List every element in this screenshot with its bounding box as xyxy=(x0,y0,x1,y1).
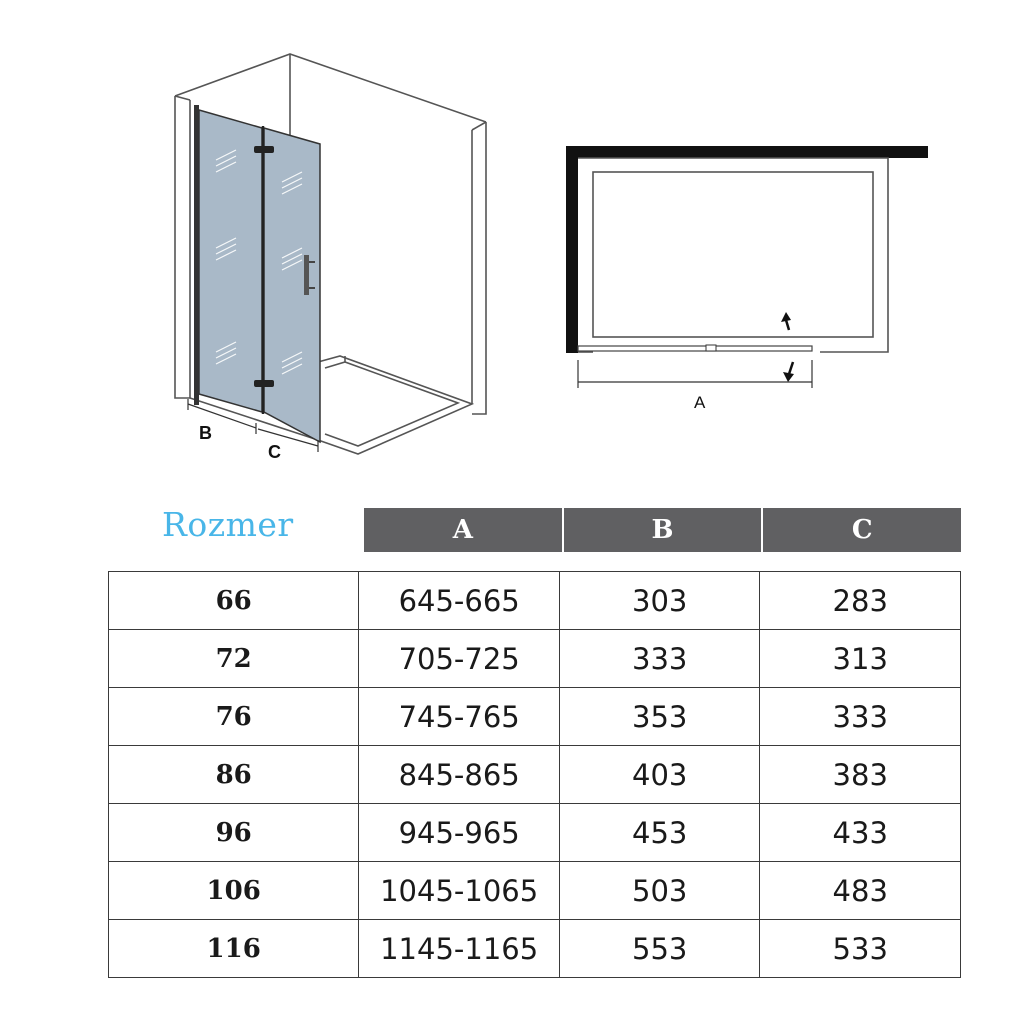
swing-arrow-up-icon xyxy=(781,312,791,330)
plan-view xyxy=(0,0,1024,480)
diagram-area xyxy=(0,0,1024,500)
size-table xyxy=(108,571,961,978)
value-b-cell: 303 xyxy=(559,572,760,630)
size-cell: 86 xyxy=(109,746,359,804)
size-cell: 66 xyxy=(109,572,359,630)
header-c: C xyxy=(763,508,961,552)
size-cell: 72 xyxy=(109,630,359,688)
size-cell: 96 xyxy=(109,804,359,862)
value-c-cell: 433 xyxy=(760,804,961,862)
value-b-cell: 353 xyxy=(559,688,760,746)
value-c-cell: 533 xyxy=(760,920,961,978)
dimension-label-c: C xyxy=(268,442,281,462)
table-row xyxy=(109,920,961,978)
value-c-cell: 283 xyxy=(760,572,961,630)
table-row xyxy=(109,804,961,862)
header-a: A xyxy=(364,508,564,552)
table-row xyxy=(109,572,961,630)
value-c-cell: 383 xyxy=(760,746,961,804)
value-a-cell: 945-965 xyxy=(359,804,560,862)
size-cell: 106 xyxy=(109,862,359,920)
value-c-cell: 313 xyxy=(760,630,961,688)
value-b-cell: 403 xyxy=(559,746,760,804)
value-b-cell: 503 xyxy=(559,862,760,920)
size-cell: 76 xyxy=(109,688,359,746)
value-b-cell: 333 xyxy=(559,630,760,688)
value-a-cell: 845-865 xyxy=(359,746,560,804)
table-row xyxy=(109,862,961,920)
table-row xyxy=(109,746,961,804)
value-a-cell: 1045-1065 xyxy=(359,862,560,920)
value-a-cell: 1145-1165 xyxy=(359,920,560,978)
value-a-cell: 705-725 xyxy=(359,630,560,688)
header-b: B xyxy=(564,508,764,552)
table-header-row xyxy=(364,508,961,552)
dimension-line-a xyxy=(578,360,812,388)
value-c-cell: 333 xyxy=(760,688,961,746)
value-b-cell: 453 xyxy=(559,804,760,862)
value-b-cell: 553 xyxy=(559,920,760,978)
value-a-cell: 645-665 xyxy=(359,572,560,630)
dimension-label-a: A xyxy=(694,393,706,412)
size-cell: 116 xyxy=(109,920,359,978)
table-row xyxy=(109,630,961,688)
table-title: Rozmer xyxy=(162,505,294,544)
table-row xyxy=(109,688,961,746)
value-c-cell: 483 xyxy=(760,862,961,920)
value-a-cell: 745-765 xyxy=(359,688,560,746)
swing-arrow-down-icon xyxy=(783,362,794,382)
glass-panel-plan xyxy=(578,346,812,351)
dimension-label-b: B xyxy=(199,423,212,443)
